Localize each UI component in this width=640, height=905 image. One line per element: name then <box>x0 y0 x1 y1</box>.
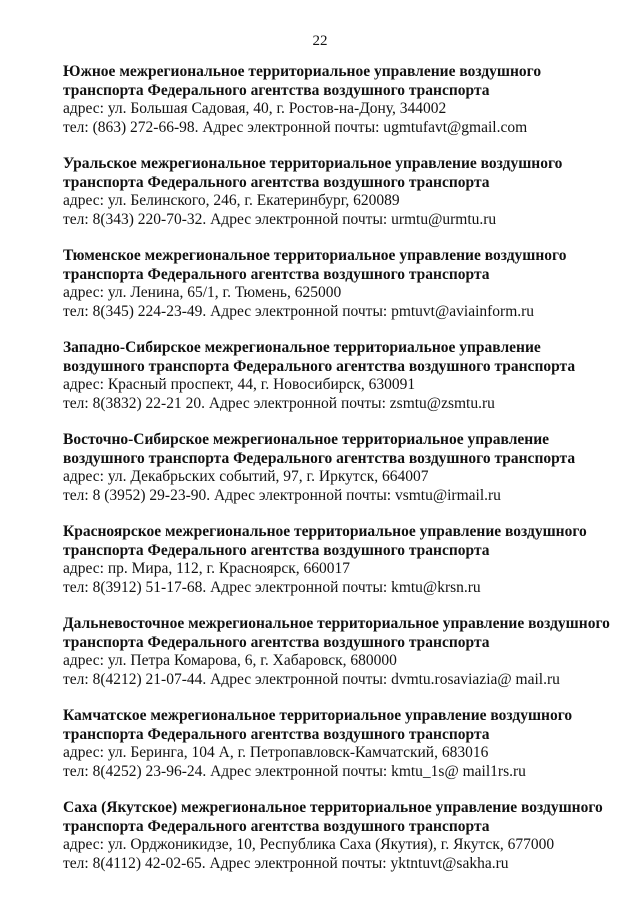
contact-line <box>63 763 623 782</box>
entry-title: Уральское межрегиональное территориальное управление воздушного транспорта Федерального агентства воздушного транспорта <box>63 155 563 191</box>
contact-line <box>63 395 623 414</box>
entry-title: Красноярское межрегиональное территориальное управление воздушного транспорта Федерального агентства воздушного транспорта <box>63 523 587 559</box>
address-label: адрес: <box>63 468 104 485</box>
email-value: vsmtu@irmail.ru <box>394 486 501 504</box>
email-label: Адрес электронной почты: <box>210 578 388 596</box>
email-value: ugmtufavt@gmail.com <box>383 118 528 136</box>
email-value: kmtu_1s@ mail1rs.ru <box>391 762 526 780</box>
email-label: Адрес электронной почты: <box>210 670 388 688</box>
address-line <box>63 192 623 211</box>
address-label: адрес: <box>63 836 104 853</box>
contact-line <box>63 855 623 874</box>
contact-line <box>63 579 623 598</box>
address-line <box>63 652 623 671</box>
page-number: 22 <box>312 33 328 49</box>
address-label: адрес: <box>63 560 104 577</box>
email-label: Адрес электронной почты: <box>209 854 387 872</box>
email-label: Адрес электронной почты: <box>210 302 388 320</box>
phone-value: 8(4112) 42-02-65. <box>92 854 206 872</box>
entry-title: Дальневосточное межрегиональное территориальное управление воздушного транспорта Федерального агентства воздушного транспорта <box>63 615 610 651</box>
address-label: адрес: <box>63 652 104 669</box>
address-value: ул. Орджоникидзе, 10, Республика Саха (Якутия), г. Якутск, 677000 <box>107 836 555 853</box>
address-value: ул. Ленина, 65/1, г. Тюмень, 625000 <box>107 284 342 301</box>
phone-label: тел: <box>63 670 89 688</box>
entry-title: Восточно-Сибирское межрегиональное территориальное управление воздушного транспорта Федерального агентства воздушного транспорта <box>63 431 576 467</box>
phone-label: тел: <box>63 210 89 228</box>
entry-title: Тюменское межрегиональное территориальное управление воздушного транспорта Федерального агентства воздушного транспорта <box>63 247 567 283</box>
address-label: адрес: <box>63 744 104 761</box>
phone-label: тел: <box>63 302 89 320</box>
phone-label: тел: <box>63 118 89 136</box>
address-line <box>63 284 623 303</box>
contact-line <box>63 487 623 506</box>
email-value: urmtu@urmtu.ru <box>391 210 497 228</box>
entry-yakutia <box>63 799 623 873</box>
entry-kamchatka <box>63 707 623 781</box>
email-label: Адрес электронной почты: <box>210 210 388 228</box>
entry-title: Камчатское межрегиональное территориальное управление воздушного транспорта Федерального агентства воздушного транспорта <box>63 707 573 743</box>
contact-line <box>63 119 623 138</box>
address-line <box>63 836 623 855</box>
address-label: адрес: <box>63 284 104 301</box>
address-label: адрес: <box>63 100 104 117</box>
address-line <box>63 376 623 395</box>
entries-list <box>63 63 623 891</box>
email-value: zsmtu@zsmtu.ru <box>389 394 495 412</box>
address-label: адрес: <box>63 376 104 393</box>
entry-far-east <box>63 615 623 689</box>
entry-east-siberia <box>63 431 623 505</box>
phone-value: (863) 272-66-98. <box>92 118 199 136</box>
phone-label: тел: <box>63 394 89 412</box>
contact-line <box>63 671 623 690</box>
email-value: yktntuvt@sakha.ru <box>390 854 509 872</box>
address-value: ул. Белинского, 246, г. Екатеринбург, 620089 <box>107 192 400 209</box>
entry-title: Саха (Якутское) межрегиональное территориальное управление воздушного транспорта Федерального агентства воздушного транспорта <box>63 799 603 835</box>
phone-value: 8(343) 220-70-32. <box>92 210 207 228</box>
entry-ural <box>63 155 623 229</box>
email-value: pmtuvt@aviainform.ru <box>391 302 535 320</box>
email-value: kmtu@krsn.ru <box>391 578 481 596</box>
entry-south <box>63 63 623 137</box>
phone-label: тел: <box>63 854 89 872</box>
email-label: Адрес электронной почты: <box>213 486 392 504</box>
address-value: Красный проспект, 44, г. Новосибирск, 630091 <box>107 376 416 393</box>
address-line <box>63 560 623 579</box>
address-value: ул. Большая Садовая, 40, г. Ростов-на-Дону, 344002 <box>107 100 447 117</box>
phone-value: 8 (3952) 29-23-90. <box>92 486 211 504</box>
email-value: dvmtu.rosaviazia@ mail.ru <box>391 670 560 688</box>
phone-value: 8(345) 224-23-49. <box>92 302 207 320</box>
entry-krasnoyarsk <box>63 523 623 597</box>
email-label: Адрес электронной почты: <box>208 394 386 412</box>
address-value: пр. Мира, 112, г. Красноярск, 660017 <box>107 560 351 577</box>
contact-line <box>63 211 623 230</box>
entry-title: Западно-Сибирское межрегиональное территориальное управление воздушного транспорта Федерального агентства воздушного транспорта <box>63 339 576 375</box>
entry-west-siberia <box>63 339 623 413</box>
contact-line <box>63 303 623 322</box>
address-value: ул. Беринга, 104 А, г. Петропавловск-Камчатский, 683016 <box>107 744 489 761</box>
address-line <box>63 744 623 763</box>
phone-label: тел: <box>63 578 89 596</box>
address-value: ул. Декабрьских событий, 97, г. Иркутск, 664007 <box>107 468 429 485</box>
address-line <box>63 100 623 119</box>
entry-tyumen <box>63 247 623 321</box>
email-label: Адрес электронной почты: <box>202 118 380 136</box>
phone-value: 8(3912) 51-17-68. <box>92 578 207 596</box>
phone-value: 8(3832) 22-21 20. <box>92 394 205 412</box>
entry-title: Южное межрегиональное территориальное управление воздушного транспорта Федерального агентства воздушного транспорта <box>63 63 542 99</box>
phone-value: 8(4212) 21-07-44. <box>92 670 207 688</box>
phone-value: 8(4252) 23-96-24. <box>92 762 207 780</box>
address-label: адрес: <box>63 192 104 209</box>
address-value: ул. Петра Комарова, 6, г. Хабаровск, 680000 <box>107 652 397 669</box>
phone-label: тел: <box>63 486 89 504</box>
phone-label: тел: <box>63 762 89 780</box>
address-line <box>63 468 623 487</box>
email-label: Адрес электронной почты: <box>210 762 388 780</box>
